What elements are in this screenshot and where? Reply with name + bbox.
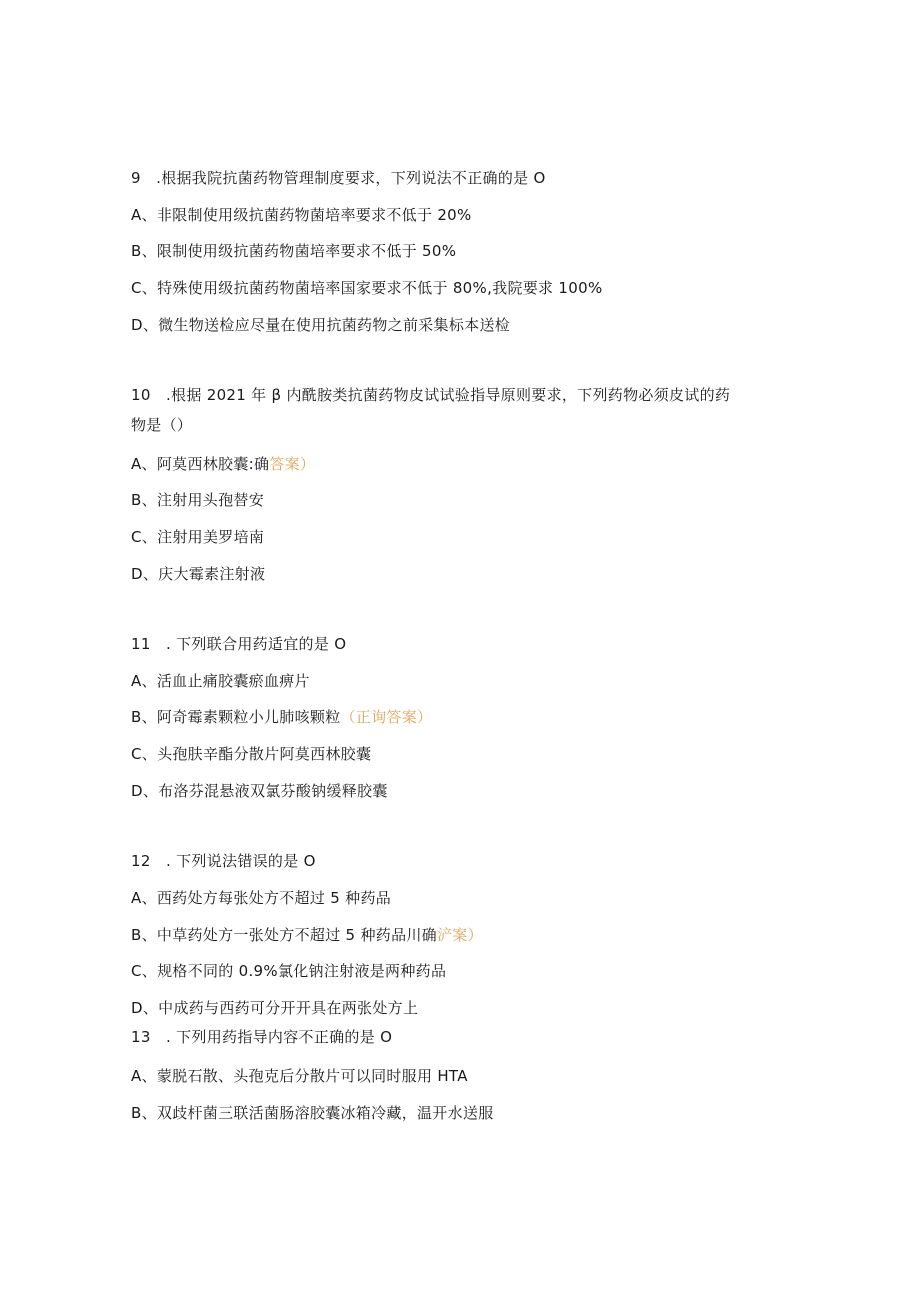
answer-mark: 答案） (269, 455, 316, 473)
answer-mark: （正询答案） (340, 708, 433, 726)
option-text: B、阿奇霉素颗粒小儿肺咳颗粒 (131, 708, 341, 726)
option-b (131, 925, 483, 945)
answer-mark: 浐案） (436, 926, 483, 944)
option-c: C、头孢肤辛酯分散片阿莫西林胶囊 (131, 745, 372, 763)
option-text: A、阿莫西林胶囊:确 (131, 455, 270, 473)
option-text: B、中草药处方一张处方不超过 5 种药品川确 (131, 926, 437, 944)
question-stem: 9 .根据我院抗菌药物管理制度要求，下列说法不正确的是 O (131, 169, 546, 187)
option-a (131, 454, 315, 474)
question-stem: 11 . 下列联合用药适宜的是 O (131, 635, 347, 653)
question-stem: 12 . 下列说法错误的是 O (131, 852, 316, 870)
option-a: A、非限制使用级抗菌药物菌培率要求不低于 20% (131, 206, 472, 224)
option-b: B、双歧杆菌三联活菌肠溶胶囊冰箱冷藏，温开水送服 (131, 1104, 494, 1122)
question-stem: 13 . 下列用药指导内容不正确的是 O (131, 1028, 393, 1046)
option-c: C、特殊使用级抗菌药物菌培率国家要求不低于 80%,我院要求 100% (131, 279, 603, 297)
option-d: D、布洛芬混悬液双氯芬酸钠缓释胶囊 (131, 782, 388, 800)
option-b: B、注射用头孢替安 (131, 491, 264, 509)
option-d: D、微生物送检应尽量在使用抗菌药物之前采集标本送检 (131, 316, 511, 334)
question-stem: 10 .根据 2021 年 β 内酰胺类抗菌药物皮试试验指导原则要求，下列药物必须皮试的药 (131, 386, 731, 404)
option-d: D、庆大霉素注射液 (131, 565, 266, 583)
option-a: A、西药处方每张处方不超过 5 种药品 (131, 889, 392, 907)
option-a: A、活血止痛胶囊瘀血痹片 (131, 672, 310, 690)
option-c: C、注射用美罗培南 (131, 528, 265, 546)
option-d: D、中成药与西药可分开开具在两张处方上 (131, 999, 419, 1017)
option-b: B、限制使用级抗菌药物菌培率要求不低于 50% (131, 242, 457, 260)
option-b (131, 707, 432, 727)
question-stem-continued: 物是（） (131, 416, 193, 434)
option-c: C、规格不同的 0.9%氯化钠注射液是两种药品 (131, 962, 447, 980)
option-a: A、蒙脱石散、头孢克后分散片可以同时服用 HTA (131, 1067, 468, 1085)
